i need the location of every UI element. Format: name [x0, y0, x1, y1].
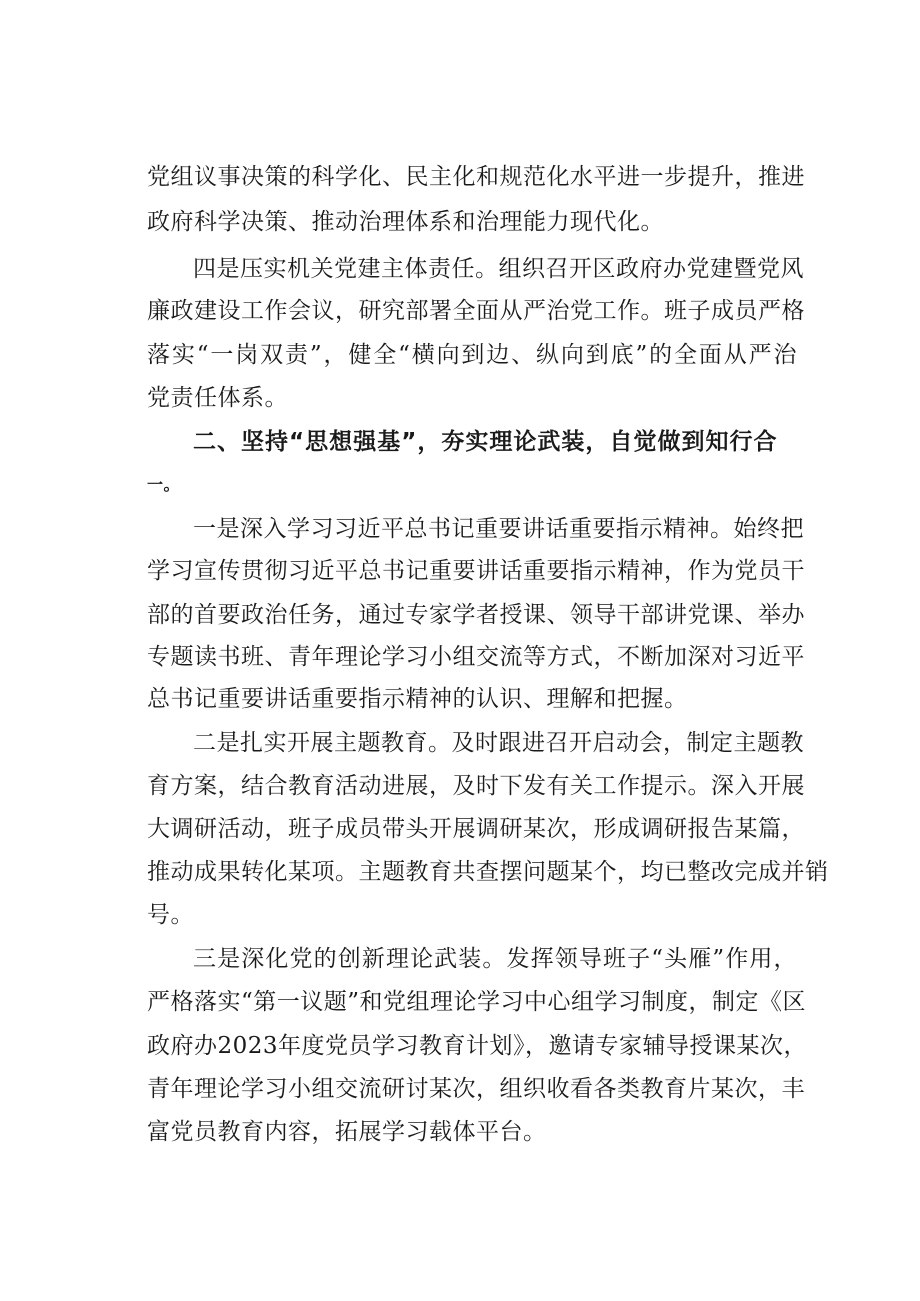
text-line: 学习宣传贯彻习近平总书记重要讲话重要指示精神，作为党员干 — [147, 558, 805, 584]
text-line: 大调研活动，班子成员带头开展调研某次，形成调研报告某篇， — [147, 816, 805, 842]
paragraph-first-line: 四是压实机关党建主体责任。组织召开区政府办党建暨党风 — [193, 256, 804, 282]
text-line: 政府科学决策、推动治理体系和治理能力现代化。 — [147, 209, 664, 235]
paragraph-first-line: 一是深入学习习近平总书记重要讲话重要指示精神。始终把 — [193, 516, 804, 542]
text-line: 政府办2023年度党员学习教育计划》，邀请专家辅导授课某次， — [147, 1033, 808, 1059]
text-line: 党组议事决策的科学化、民主化和规范化水平进一步提升，推进 — [147, 164, 805, 190]
text-line: 严格落实“第一议题”和党组理论学习中心组学习制度，制定《区 — [147, 989, 807, 1015]
paragraph-first-line: 三是深化党的创新理论武装。发挥领导班子“头雁”作用， — [193, 946, 797, 972]
text-line: 总书记重要讲话重要指示精神的认识、理解和把握。 — [147, 686, 688, 712]
section-heading-continuation: 一。 — [147, 475, 181, 494]
text-line: 党责任体系。 — [147, 385, 288, 411]
text-line: 号。 — [147, 902, 194, 928]
text-line: 青年理论学习小组交流研讨某次，组织收看各类教育片某次，丰 — [147, 1076, 805, 1102]
text-line: 部的首要政治任务，通过专家学者授课、领导干部讲党课、举办 — [147, 602, 805, 628]
text-line: 落实“一岗双责”，健全“横向到边、纵向到底”的全面从严治 — [147, 342, 797, 368]
section-heading: 二、坚持“思想强基”，夯实理论武装，自觉做到知行合 — [193, 429, 777, 455]
text-line: 推动成果转化某项。主题教育共查摆问题某个，均已整改完成并销 — [147, 859, 829, 885]
text-line: 富党员教育内容，拓展学习载体平台。 — [147, 1119, 547, 1145]
text-line: 廉政建设工作会议，研究部署全面从严治党工作。班子成员严格 — [147, 298, 805, 324]
text-line: 专题读书班、青年理论学习小组交流等方式，不断加深对习近平 — [147, 644, 805, 670]
text-line: 育方案，结合教育活动进展，及时下发有关工作提示。深入开展 — [147, 773, 805, 799]
paragraph-first-line: 二是扎实开展主题教育。及时跟进召开启动会，制定主题教 — [193, 730, 804, 756]
